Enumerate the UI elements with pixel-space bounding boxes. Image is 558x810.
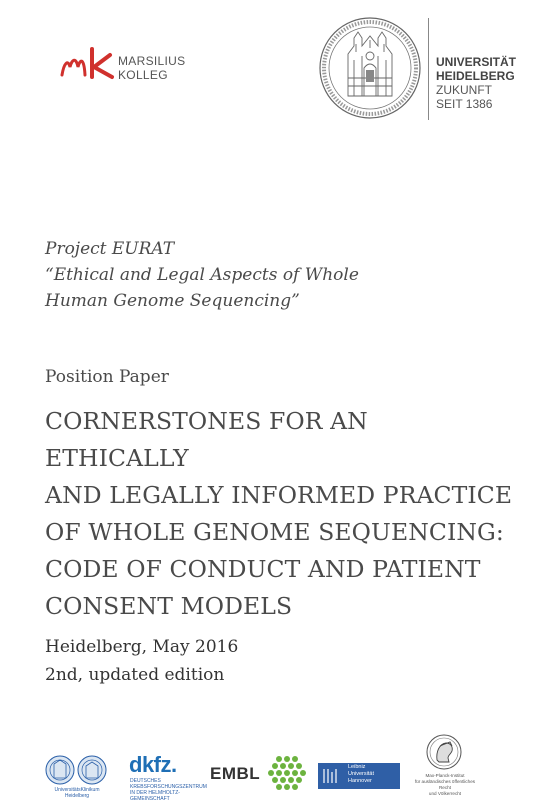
- mpg-caption-line: für ausländisches öffentliches Recht: [414, 779, 476, 790]
- embl-hexagon-icon: [264, 754, 310, 796]
- university-wordmark: [436, 55, 516, 111]
- title-line: AND LEGALLY INFORMED PRACTICE: [45, 481, 513, 509]
- universitaet-line: UNIVERSITÄT: [436, 55, 517, 69]
- max-planck-minerva-icon: [426, 734, 462, 770]
- edition: 2nd, updated edition: [45, 665, 225, 685]
- zukunft-line: ZUKUNFT: [436, 83, 492, 97]
- leibniz-line: Universität: [348, 771, 374, 777]
- title-line: CORNERSTONES FOR AN ETHICALLY: [45, 407, 368, 472]
- leibniz-line: Leibniz: [348, 764, 366, 770]
- mpg-caption-line: Max-Planck-Institut: [425, 773, 465, 778]
- title-line: CODE OF CONDUCT AND PATIENT: [45, 555, 481, 583]
- title-line: OF WHOLE GENOME SEQUENCING:: [45, 518, 504, 546]
- embl-wordmark: EMBL: [210, 764, 261, 783]
- title-line: CONSENT MODELS: [45, 592, 293, 620]
- project-subtitle-line-1: “Ethical and Legal Aspects of Whole: [45, 265, 359, 285]
- document-title: [45, 403, 515, 625]
- dkfz-caption: [130, 778, 210, 802]
- mpg-caption: [412, 773, 478, 797]
- dkfz-caption-line: KREBSFORSCHUNGSZENTRUM: [130, 784, 207, 790]
- mpg-caption-line: und Völkerrecht: [428, 791, 462, 796]
- project-block: [45, 236, 359, 314]
- dkfz-logo-icon: dkfz.: [129, 752, 177, 777]
- leibniz-line: Hannover: [348, 778, 372, 784]
- leibniz-wordmark: [348, 764, 374, 785]
- dkfz-caption-line: IN DER HELMHOLTZ-GEMEINSCHAFT: [130, 790, 180, 802]
- ukhd-caption: UniversitätsKlinikum Heidelberg: [54, 787, 100, 799]
- document-type: Position Paper: [45, 367, 169, 387]
- kolleg-line: KOLLEG: [118, 68, 168, 82]
- dkfz-caption-line: DEUTSCHES: [130, 778, 161, 784]
- project-subtitle-line-2: Human Genome Sequencing”: [45, 291, 300, 311]
- mk-logo-icon: [60, 45, 116, 81]
- project-name: Project EURAT: [45, 239, 175, 259]
- university-divider: [428, 18, 429, 120]
- place-date: Heidelberg, May 2016: [45, 637, 239, 657]
- marsilius-line: MARSILIUS: [118, 54, 186, 68]
- seit-line: SEIT 1386: [436, 97, 493, 111]
- marsilius-kolleg-wordmark: [118, 54, 185, 82]
- leibniz-mark-icon: [318, 763, 346, 789]
- publication-info: [45, 633, 238, 689]
- university-seal-icon: [318, 16, 422, 120]
- heidelberg-line: HEIDELBERG: [436, 69, 515, 83]
